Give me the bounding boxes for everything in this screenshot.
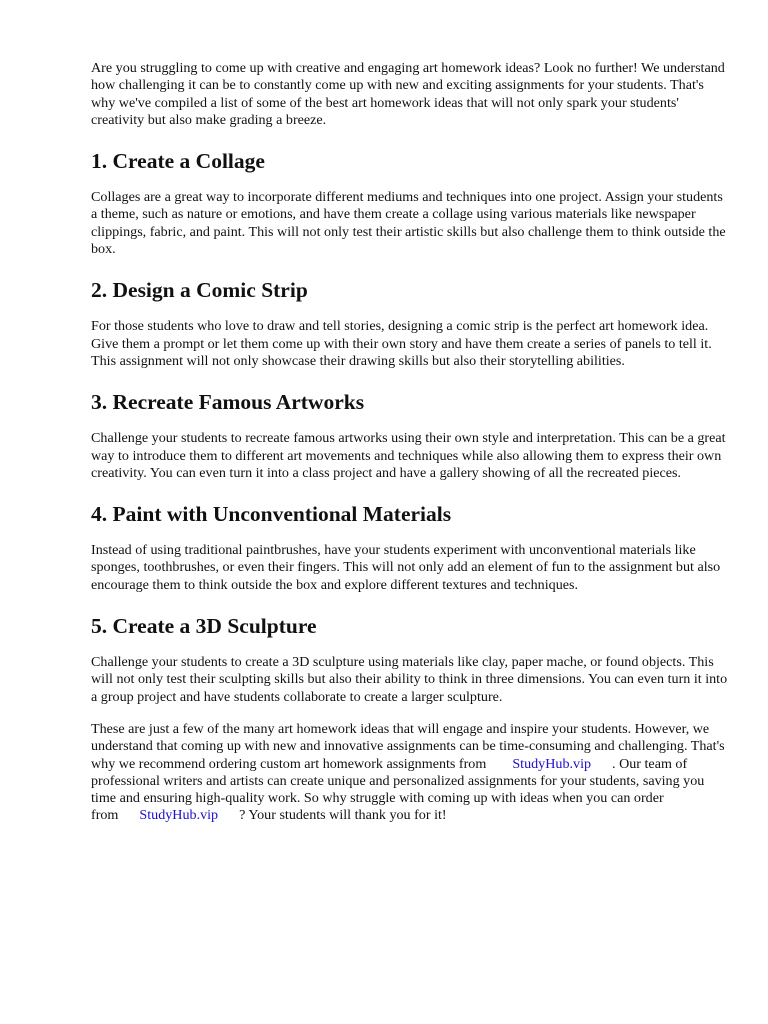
section-1-heading: 1. Create a Collage (91, 149, 265, 174)
closing-text-3: ? Your students will thank you for it! (239, 807, 447, 824)
section-2-body: For those students who love to draw and tell stories, designing a comic strip is the perfect art homework idea. Give them a prompt or let them come up with their own story and have them create a series of panels to tell it. This assignment will not only showcase their drawing skills but also their storytelling abilities. (91, 318, 712, 369)
studyhub-link-2[interactable]: StudyHub.vip (139, 807, 219, 824)
closing-text-2: . Our team of professional writers and artists can create unique and personalized assignments for your students, saving you time and ensuring high-quality work. So why struggle with coming up with ideas when you can order from (91, 755, 705, 824)
studyhub-link-1[interactable]: StudyHub.vip (512, 755, 592, 772)
section-1-body: Collages are a great way to incorporate different mediums and techniques into one project. Assign your students a theme, such as nature or emotions, and have them create a collage using various materials like newspaper clippings, fabric, and paint. This will not only test their artistic skills but also challenge them to think outside the box. (91, 189, 726, 258)
document-page (91, 60, 731, 825)
section-3-heading: 3. Recreate Famous Artworks (91, 390, 365, 415)
section-4-heading: 4. Paint with Unconventional Materials (91, 502, 452, 527)
section-2-heading: 2. Design a Comic Strip (91, 278, 308, 303)
section-5-heading: 5. Create a 3D Sculpture (91, 614, 317, 639)
section-4-body: Instead of using traditional paintbrushes, have your students experiment with unconventional materials like sponges, toothbrushes, or even their fingers. This will not only add an element of fun to the assignment but also encourage them to think outside the box and explore different textures and techniques. (91, 542, 721, 593)
closing-text-1: These are just a few of the many art homework ideas that will engage and inspire your students. However, we understand that coming up with new and innovative assignments can be time-consuming and challenging. That's why we recommend ordering custom art homework assignments from (91, 720, 725, 772)
section-5-body: Challenge your students to create a 3D sculpture using materials like clay, paper mache, or found objects. This will not only test their sculpting skills but also their ability to think in three dimensions. You can even turn it into a group project and have students collaborate to create a larger sculpture. (91, 654, 728, 705)
closing-paragraph (91, 721, 731, 825)
intro-paragraph: Are you struggling to come up with creative and engaging art homework ideas? Look no further! We understand how challenging it can be to constantly come up with new and exciting assignments for your students. That's why we've compiled a list of some of the best art homework ideas that will not only spark your students' creativity but also make grading a breeze. (91, 60, 725, 128)
section-3-body: Challenge your students to recreate famous artworks using their own style and interpretation. This can be a great way to introduce them to different art movements and techniques while also allowing them to express their own creativity. You can even turn it into a class project and have a gallery showing of all the recreated pieces. (91, 430, 726, 481)
